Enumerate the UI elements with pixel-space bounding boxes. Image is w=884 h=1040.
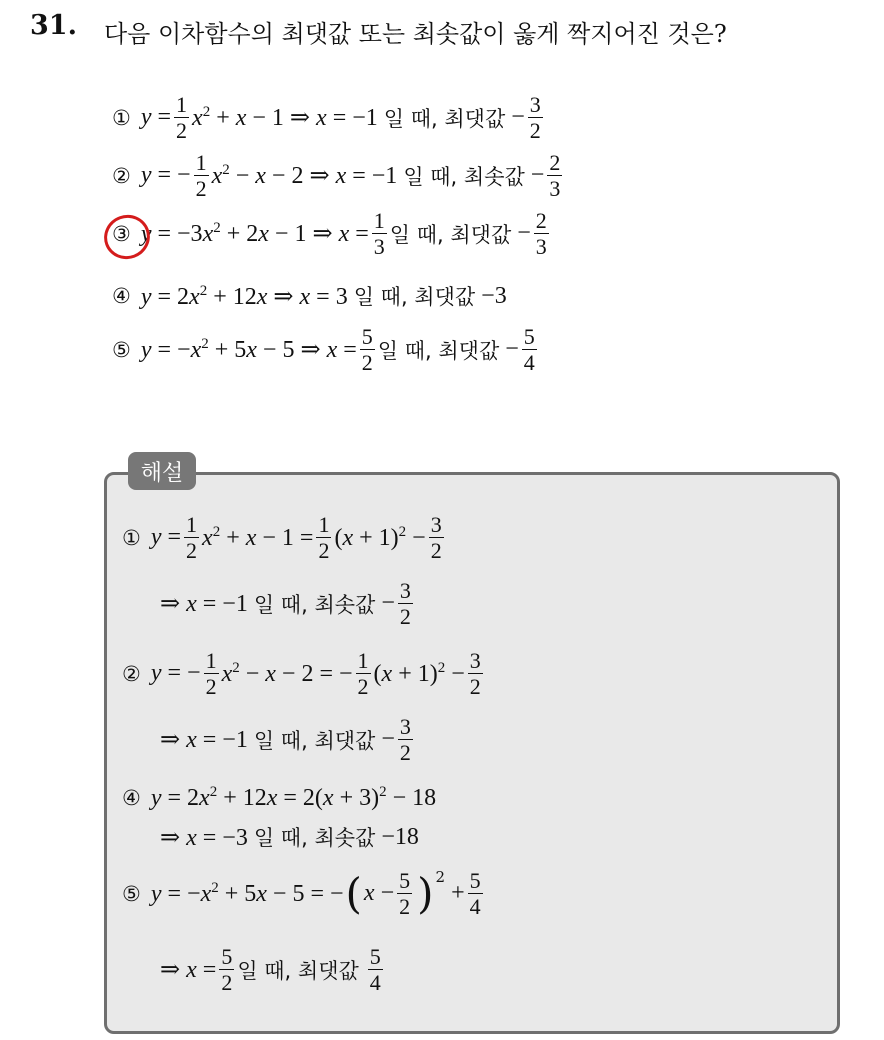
option-marker: ② xyxy=(112,163,131,188)
explanation-4: ④ $y = 2x^2 + 12x = 2(x + 3)^2 - 18$ xyxy=(122,784,437,811)
explanation-marker: ④ xyxy=(122,786,141,810)
question-number: 31. xyxy=(30,10,77,41)
option-result: 일 때, 최댓값 xyxy=(389,222,512,247)
explanation-marker: ⑤ xyxy=(122,881,141,906)
option-marker: ④ xyxy=(112,284,131,308)
explanation-4-result: ⇒ x = −3 일 때, 최솟값 −18 xyxy=(160,823,419,851)
selection-circle xyxy=(98,208,156,265)
option-result: 일 때, 최솟값 xyxy=(403,164,525,189)
option-5[interactable]: ⑤ $y = -x^2 + 5x - 5$ ⇒ x = $\frac{5}{2}$ 일 때, 최댓값 − $\frac{5}{4}$ xyxy=(112,324,535,376)
explanation-5: ⑤ $y = -x^2 + 5x - 5$ = − ( x − $\frac{5}{2}$ ) $^2$ + $\frac{5}{4}$ xyxy=(122,868,481,920)
option-result: 일 때, 최댓값 xyxy=(383,106,506,131)
explanation-2: ② y = − $\frac{1}{2}$ $x^2 - x - 2$ = − $\frac{1}{2}$ $(x + 1)^2$ − $\frac{3}{2}$ xyxy=(122,648,481,700)
explanation-5-result: ⇒ x = $\frac{5}{2}$ 일 때, 최댓값 $\frac{5}{4}$ xyxy=(160,944,381,996)
explanation-1: ① y = $\frac{1}{2}$ $x^2 + x - 1$ = $\frac{1}{2}$ $(x + 1)^2$ − $\frac{3}{2}$ xyxy=(122,512,442,564)
option-3[interactable]: ③ $y = -3x^2 + 2x - 1$ ⇒ x = $\frac{1}{3}$ 일 때, 최댓값 − $\frac{2}{3}$ xyxy=(112,208,552,260)
option-marker: ⑤ xyxy=(112,337,131,362)
explanation-tag: 해설 xyxy=(128,452,196,490)
question-text: 다음 이차함수의 최댓값 또는 최솟값이 옳게 짝지어진 것은? xyxy=(104,20,727,48)
option-1[interactable]: ① y = $\frac{1}{2}$ $x^2 + x - 1$ ⇒ x = −1 일 때, 최댓값 − $\frac{3}{2}$ xyxy=(112,92,541,144)
option-result: 일 때, 최댓값 xyxy=(353,285,476,309)
option-marker: ③ xyxy=(112,222,131,246)
explanation-marker: ② xyxy=(122,661,141,686)
explanation-1-result: ⇒ x = −1 일 때, 최솟값 − $\frac{3}{2}$ xyxy=(160,578,411,630)
option-2[interactable]: ② y = − $\frac{1}{2}$ $x^2 - x - 2$ ⇒ x = −1 일 때, 최솟값 − $\frac{2}{3}$ xyxy=(112,150,561,202)
explanation-2-result: ⇒ x = −1 일 때, 최댓값 − $\frac{3}{2}$ xyxy=(160,714,411,766)
explanation-marker: ① xyxy=(122,525,141,550)
option-4[interactable]: ④ $y = 2x^2 + 12x$ ⇒ x = 3 일 때, 최댓값 −3 xyxy=(112,282,507,310)
option-marker: ① xyxy=(112,105,131,130)
option-result: 일 때, 최댓값 xyxy=(377,338,500,363)
